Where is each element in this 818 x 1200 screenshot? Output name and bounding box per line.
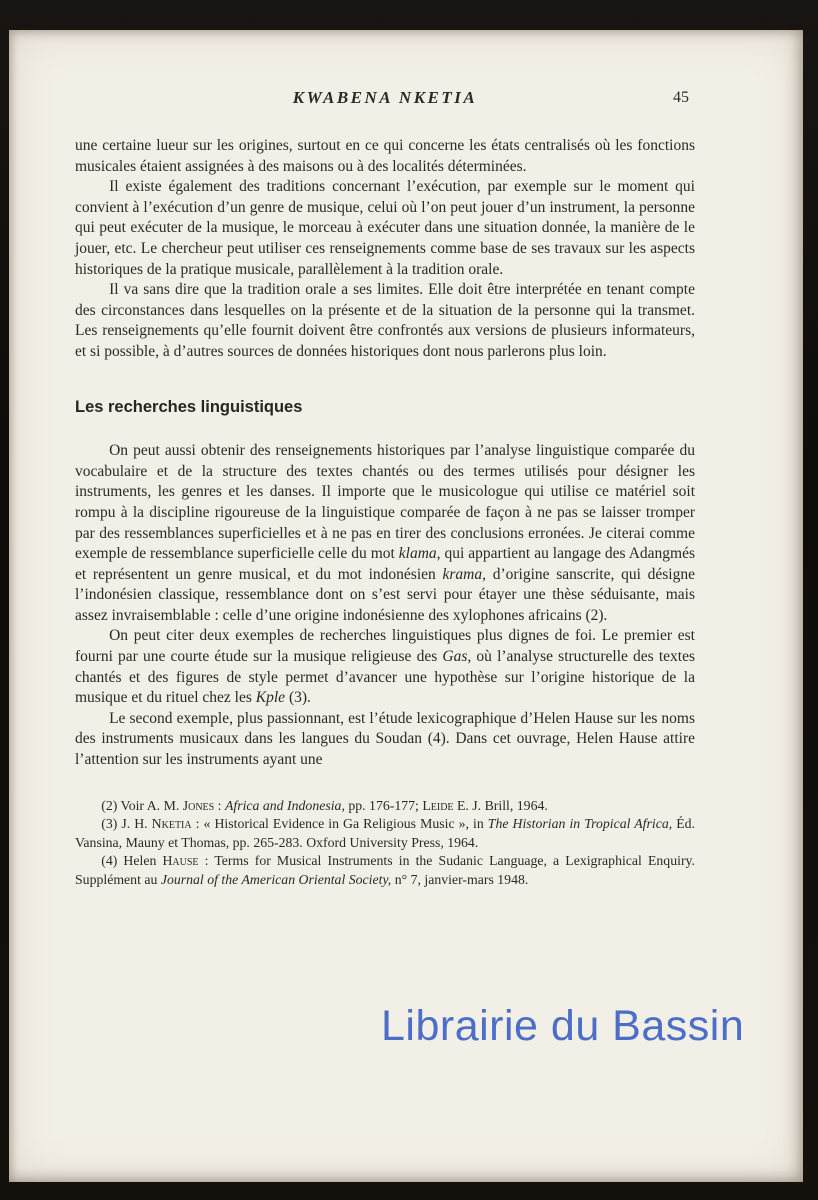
text-segment: Il existe également des traditions concernant l’exécution, par exemple sur le moment qui convient à l’exécution d’un genre de musique, celui où l’on peut jouer d’un instrument, la personne qui peut exécuter de la musique, le morceau à exécuter dans une situation donnée, la manière de le jouer, etc. Le chercheur peut utiliser ces renseignements comme base de ses travaux sur les aspects historiques de la pratique musicale, parallèlement à la tradition orale. (75, 178, 695, 278)
running-title: KWABENA NKETIA (292, 88, 478, 107)
text-segment: (3) J. H. (101, 816, 152, 832)
paragraph (75, 280, 695, 362)
text-segment: : « Historical Evidence in Ga Religious Music », in (191, 816, 488, 832)
paragraph (75, 626, 695, 708)
text-segment: On peut aussi obtenir des renseignements historiques par l’analyse linguistique comparée du vocabulaire et de la structure des textes chantés ou des termes utilisés pour désigner les instruments, les genres et les danses. Il importe que le musicologue qui utilise ce matériel soit rompu à la discipline rigoureuse de la linguistique comparée de façon à ne pas se laisser tromper par des ressemblances superficielles et à ne pas en tirer des conclusions erronées. Je citerai comme exemple de ressemblance superficielle celle du mot (75, 442, 695, 563)
text-segment: Africa and Indonesia, (224, 797, 345, 813)
page-content (75, 88, 695, 890)
text-segment: E. J. Brill, 1964. (453, 797, 548, 813)
text-segment: Gas, (442, 648, 472, 666)
body-text (75, 136, 695, 771)
text-segment: (3). (285, 689, 311, 707)
text-segment: On peut citer deux exemples de recherches linguistiques plus dignes de foi. Le premier est fourni par une courte étude sur la musique religieuse des (75, 627, 695, 666)
text-segment: The Historian in Tropical Africa, (487, 816, 673, 832)
text-segment: (2) Voir A. M. (101, 797, 183, 813)
paragraph (75, 136, 695, 177)
book-page (9, 30, 803, 1182)
text-segment: Jones (182, 797, 215, 813)
text-segment: : Terms for Musical Instruments in the Sudanic Language, a Lexigraphical Enquiry. Supplément au (75, 853, 695, 887)
paragraph (75, 709, 695, 771)
text-segment: klama, (398, 545, 441, 563)
footnote (75, 797, 695, 816)
text-segment: Il va sans dire que la tradition orale a ses limites. Elle doit être interprétée en tenant compte des circonstances dans lesquelles on la présente et de la situation de la personne qui la transmet. Les renseignements qu’elle fournit doivent être confrontés aux versions de plusieurs informateurs, et si possible, à d’autres sources de données historiques dont nous parlerons plus loin. (75, 281, 695, 360)
text-segment: pp. 176-177; (344, 797, 423, 813)
footnote (75, 815, 695, 852)
paragraph (75, 177, 695, 280)
section-heading: Les recherches linguistiques (75, 397, 303, 416)
text-segment: Hause (162, 853, 199, 869)
text-segment: Journal of the American Oriental Society, (160, 872, 392, 887)
text-segment: Leide (422, 797, 454, 813)
text-segment: Le second exemple, plus passionnant, est l’étude lexicographique d’Helen Hause sur les noms des instruments musicaux dans les langues du Soudan (4). Dans cet ouvrage, Helen Hause attire l’attention sur les instruments ayant une (75, 709, 695, 769)
text-segment: qui appartient au langage des Adangmés et représentent un genre musical, et du mot indonésien (75, 545, 695, 583)
paragraph (75, 441, 695, 626)
text-segment: où l’analyse structurelle des textes chantés et des figures de style permet d’avancer une hypothèse sur l’origine historique de la musique et du rituel chez les (75, 648, 695, 707)
text-segment: (4) Helen (101, 853, 163, 869)
text-segment: krama, (442, 565, 486, 583)
watermark-librairie-du-bassin: Librairie du Bassin (381, 1002, 745, 1050)
text-segment: une certaine lueur sur les origines, surtout en ce qui concerne les états centralisés où les fonctions musicales étaient assignées à des maisons ou à des localités déterminées. (75, 137, 695, 175)
text-segment: n° 7, janvier-mars 1948. (391, 872, 529, 887)
text-segment: Nketia (151, 816, 192, 832)
footnote (75, 852, 695, 889)
page-header (75, 88, 695, 112)
footnotes (75, 797, 695, 890)
text-segment: Kple (255, 689, 286, 707)
text-segment: d’origine sanscrite, qui désigne l’indonésien classique, ressemblance dont on s’est servi pour étayer une thèse séduisante, mais assez invraisemblable : celle d’une origine indonésienne des xylophones africains (2). (75, 565, 695, 624)
text-segment: Éd. Vansina, Mauny et Thomas, pp. 265-283. Oxford University Press, 1964. (75, 816, 696, 850)
page-number: 45 (673, 89, 689, 106)
text-segment: : (214, 797, 225, 813)
